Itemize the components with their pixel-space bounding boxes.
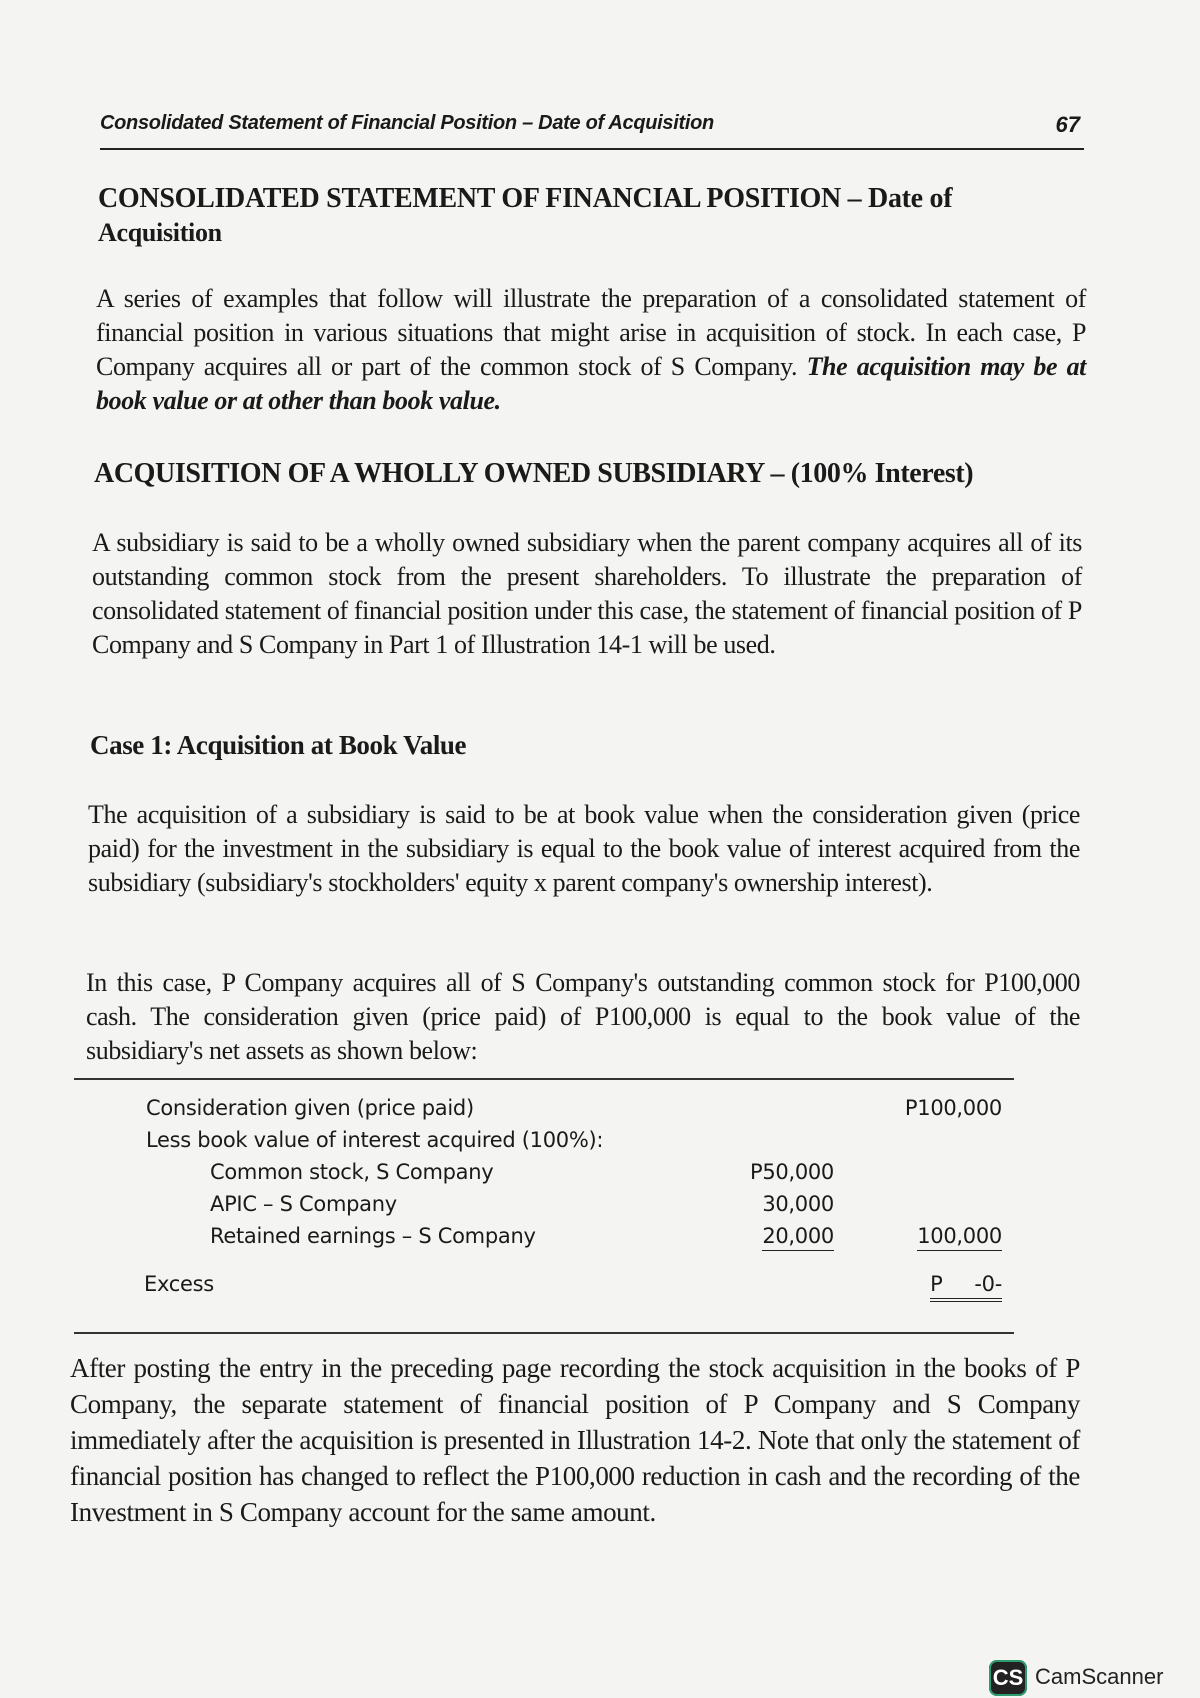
schedule-row-item <box>74 1192 1014 1222</box>
item-amount: P50,000 <box>749 1160 834 1184</box>
closing-paragraph: After posting the entry in the preceding page recording the stock acquisition in the books of P Company, the separate statement of financial position of P Company and S Company immediately after the acquisition is presented in Illustration 14-2. Note that only the statement of financial position has changed to reflect the P100,000 reduction in cash and the recording of the Investment in S Company account for the same amount. <box>70 1353 1080 1527</box>
less-label: Less book value of interest acquired (100%): <box>146 1128 604 1152</box>
camscanner-logo-icon: CS <box>989 1660 1027 1696</box>
case1-paragraph1: The acquisition of a subsidiary is said to be at book value when the consideration given (price paid) for the investment in the subsidiary is equal to the book value of interest acquired from the subsidiary (subsidiary's stockholders' equity x parent company's ownership interest). <box>88 800 1080 897</box>
camscanner-watermark <box>989 1660 1189 1696</box>
excess-amount: P -0- <box>930 1272 1002 1302</box>
item-label: APIC – S Company <box>210 1192 397 1216</box>
consideration-amount: P100,000 <box>904 1096 1002 1120</box>
page-number: 67 <box>1055 112 1080 137</box>
intro-emphasis: The acquisition may be at book value or at other than book value. <box>96 352 1086 415</box>
page-title-line1: CONSOLIDATED STATEMENT OF FINANCIAL POSITION – Date of <box>98 183 953 214</box>
schedule-top-rule <box>74 1078 1014 1080</box>
subtotal-amount: 100,000 <box>917 1224 1002 1251</box>
schedule-row-consideration <box>74 1096 1014 1126</box>
item-amount: 30,000 <box>762 1192 834 1216</box>
book-value-schedule <box>74 1086 1014 1336</box>
schedule-row-less <box>74 1128 1014 1158</box>
page-title <box>98 182 1088 250</box>
schedule-row-item <box>74 1224 1014 1254</box>
excess-label: Excess <box>144 1272 214 1296</box>
schedule-row-item <box>74 1160 1014 1190</box>
schedule-row-excess <box>74 1272 1014 1302</box>
item-amount: 20,000 <box>762 1224 834 1251</box>
consideration-label: Consideration given (price paid) <box>146 1096 474 1120</box>
running-title: Consolidated Statement of Financial Position – Date of Acquisition <box>100 112 714 134</box>
item-label: Retained earnings – S Company <box>210 1224 536 1248</box>
intro-text: A series of examples that follow will illustrate the preparation of a consolidated statement of financial position in various situations that might arise in acquisition of stock. In each case, P Company acquires all or part of the common stock of S Company. <box>96 284 1086 381</box>
case1-paragraph2: In this case, P Company acquires all of S Company's outstanding common stock for P100,000 cash. The consideration given (price paid) of P100,000 is equal to the book value of the subsidiary's net assets as shown below: <box>86 968 1080 1065</box>
section-heading: ACQUISITION OF A WHOLLY OWNED SUBSIDIARY – (100% Interest) <box>94 458 974 489</box>
case1-heading: Case 1: Acquisition at Book Value <box>90 730 467 760</box>
intro-paragraph <box>96 282 1086 418</box>
page-title-line2: Acquisition <box>98 218 222 247</box>
item-label: Common stock, S Company <box>210 1160 494 1184</box>
schedule-bottom-rule <box>74 1332 1014 1334</box>
running-header <box>100 112 1084 150</box>
section-paragraph: A subsidiary is said to be a wholly owned subsidiary when the parent company acquires all of its outstanding common stock from the present shareholders. To illustrate the preparation of consolidated statement of financial position under this case, the statement of financial position of P Company and S Company in Part 1 of Illustration 14-1 will be used. <box>92 528 1082 659</box>
camscanner-text: CamScanner <box>1035 1664 1164 1689</box>
